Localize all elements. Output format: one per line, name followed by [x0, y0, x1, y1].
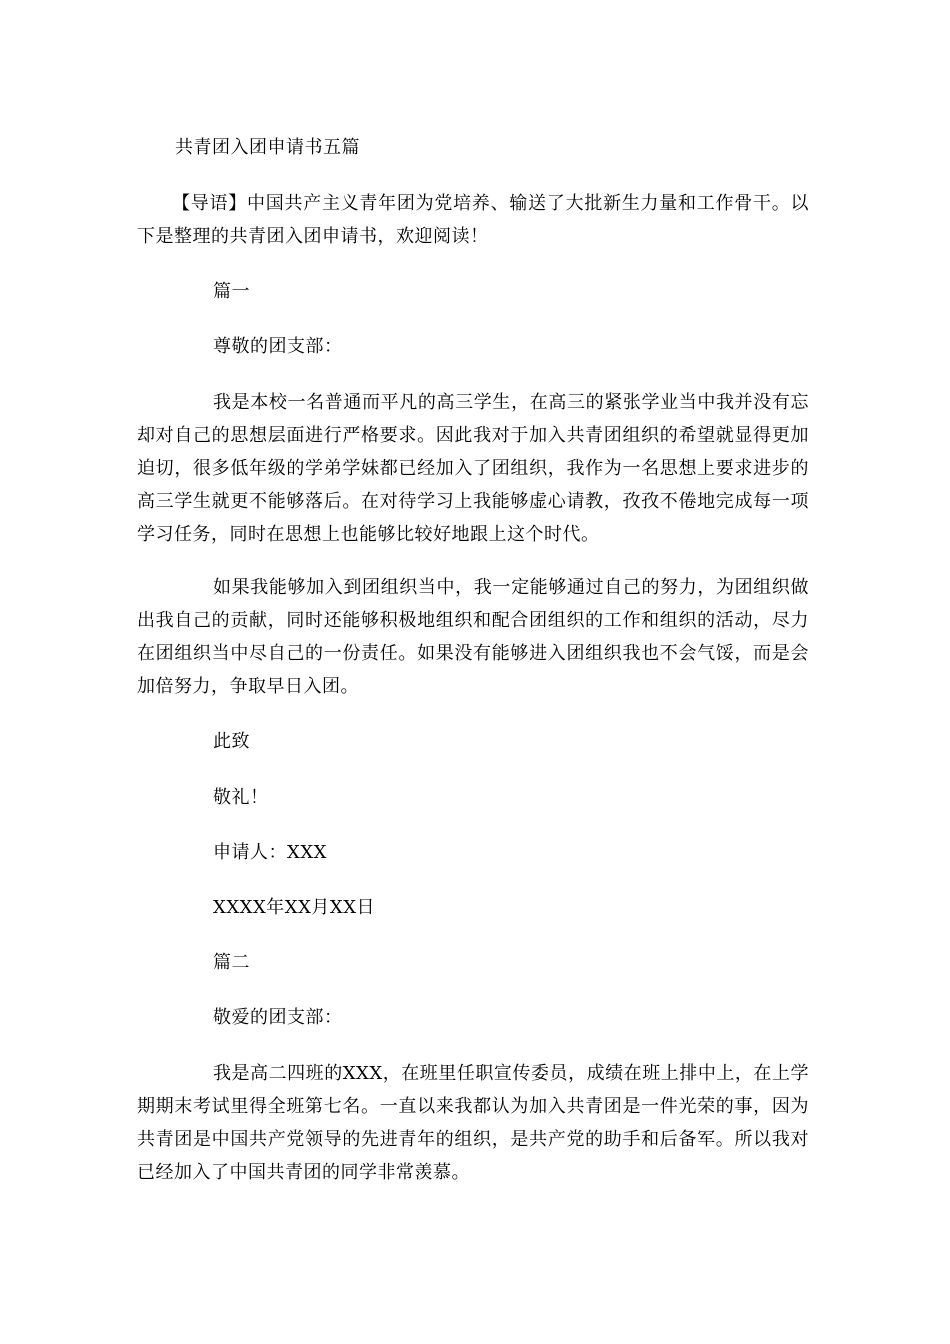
letter2-paragraph1: 我是高二四班的XXX，在班里任职宣传委员，成绩在班上排中上，在上学期期末考试里得全班第七名。一直以来我都认为加入共青团是一件光荣的事，因为共青团是中国共产党领导的先进青年的组织，是共产党的助手和后备军。所以我对已经加入了中国共青团的同学非常羡慕。	[137, 1063, 809, 1183]
letter1-closing1: 此致	[213, 731, 250, 752]
letter1-heading: 篇一	[213, 281, 250, 302]
letter1-paragraph2: 如果我能够加入到团组织当中，我一定能够通过自己的努力，为团组织做出我自己的贡献，同时还能够积极地组织和配合团组织的工作和组织的活动，尽力在团组织当中尽自己的一份责任。如果没有能够进入团组织我也不会气馁，而是会加倍努力，争取早日入团。	[137, 577, 809, 697]
intro-paragraph: 【导语】中国共产主义青年团为党培养、输送了大批新生力量和工作骨干。以下是整理的共青团入团申请书，欢迎阅读！	[137, 193, 809, 247]
letter1-salutation: 尊敬的团支部：	[213, 336, 343, 357]
document-title: 共青团入团申请书五篇	[175, 137, 360, 158]
letter2-salutation: 敬爱的团支部：	[213, 1007, 343, 1028]
letter1-closing2: 敬礼！	[213, 787, 269, 808]
letter1-date: XXXX年XX月XX日	[213, 897, 376, 918]
letter2-heading: 篇二	[213, 952, 250, 973]
letter1-paragraph1: 我是本校一名普通而平凡的高三学生，在高三的紧张学业当中我并没有忘却对自己的思想层面进行严格要求。因此我对于加入共青团组织的希望就显得更加迫切，很多低年级的学弟学妹都已经加入了团组织，我作为一名思想上要求进步的高三学生就更不能够落后。在对待学习上我能够虚心请教，孜孜不倦地完成每一项学习任务，同时在思想上也能够比较好地跟上这个时代。	[137, 392, 809, 545]
letter1-applicant: 申请人：XXX	[213, 842, 327, 863]
